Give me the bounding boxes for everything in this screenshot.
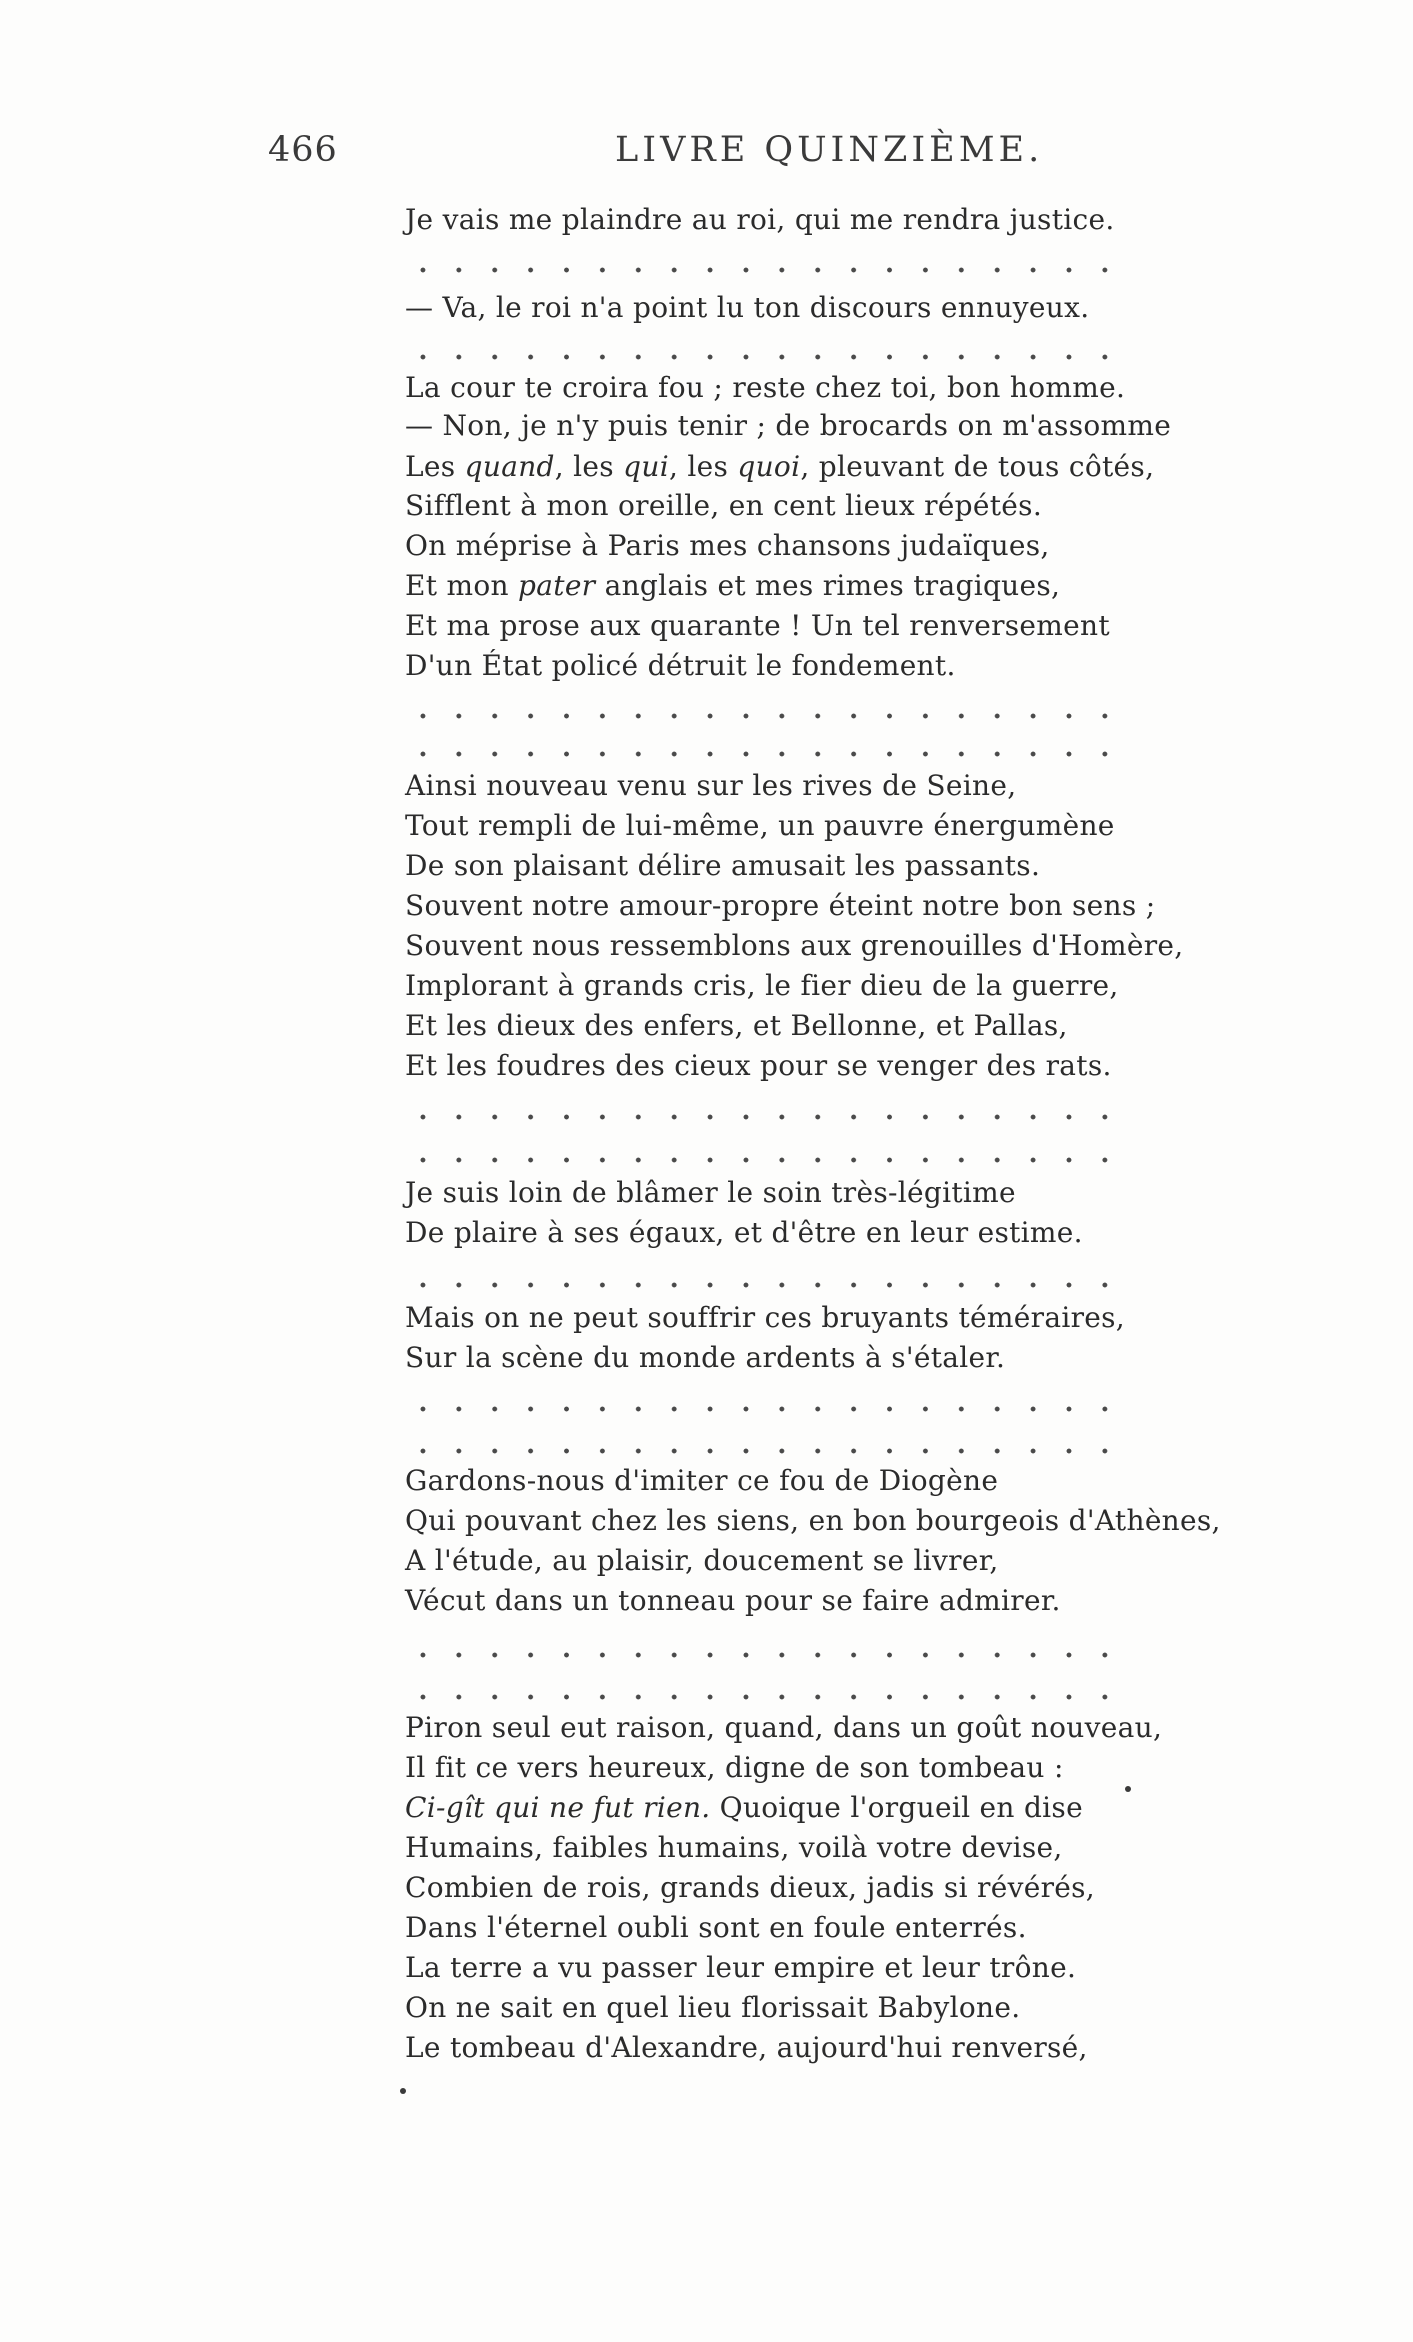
ellipsis-row	[405, 711, 1123, 721]
ellipsis-row	[405, 1446, 1123, 1456]
ellipsis-row	[405, 1650, 1123, 1660]
verse-line: Ainsi nouveau venu sur les rives de Seine,	[405, 769, 1017, 802]
verse-line: Le tombeau d'Alexandre, aujourd'hui renversé,	[405, 2031, 1088, 2064]
page-header	[0, 130, 1413, 180]
verse-line: Tout rempli de lui-même, un pauvre énergumène	[405, 809, 1115, 842]
verse-line: Et mon pater anglais et mes rimes tragiques,	[405, 569, 1061, 602]
ellipsis-row	[405, 1280, 1123, 1290]
verse-line: Piron seul eut raison, quand, dans un goût nouveau,	[405, 1711, 1163, 1744]
verse-line: Les quand, les qui, les quoi, pleuvant de tous côtés,	[405, 450, 1155, 483]
ellipsis-row	[405, 265, 1123, 275]
verse-line: On ne sait en quel lieu florissait Babylone.	[405, 1991, 1021, 2024]
verse-line: De son plaisant délire amusait les passants.	[405, 849, 1041, 882]
verse-line: Je vais me plaindre au roi, qui me rendra justice.	[405, 203, 1115, 236]
verse-line: — Va, le roi n'a point lu ton discours ennuyeux.	[405, 291, 1090, 324]
verse-line: Et ma prose aux quarante ! Un tel renversement	[405, 609, 1110, 642]
verse-line: Dans l'éternel oubli sont en foule enterrés.	[405, 1911, 1027, 1944]
verse-line: A l'étude, au plaisir, doucement se livrer,	[405, 1544, 999, 1577]
verse-line: Humains, faibles humains, voilà votre devise,	[405, 1831, 1063, 1864]
verse-line: Combien de rois, grands dieux, jadis si révérés,	[405, 1871, 1095, 1904]
verse-line: Gardons-nous d'imiter ce fou de Diogène	[405, 1464, 999, 1497]
verse-line: Sur la scène du monde ardents à s'étaler.	[405, 1341, 1006, 1374]
verse-line: D'un État policé détruit le fondement.	[405, 649, 956, 682]
verse-line: Souvent nous ressemblons aux grenouilles d'Homère,	[405, 929, 1184, 962]
verse-line: La terre a vu passer leur empire et leur trône.	[405, 1951, 1077, 1984]
verse-line: Je suis loin de blâmer le soin très-légitime	[405, 1176, 1016, 1209]
ellipsis-row	[405, 1404, 1123, 1414]
verse-line: Il fit ce vers heureux, digne de son tombeau :	[405, 1751, 1064, 1784]
ellipsis-row	[405, 1155, 1123, 1165]
page-number: 466	[268, 130, 338, 170]
ink-speck	[1125, 1786, 1131, 1792]
verse-line: Sifflent à mon oreille, en cent lieux répétés.	[405, 489, 1043, 522]
ellipsis-row	[405, 352, 1123, 362]
verse-line: Mais on ne peut souffrir ces bruyants téméraires,	[405, 1301, 1126, 1334]
verse-line: Et les foudres des cieux pour se venger des rats.	[405, 1049, 1112, 1082]
ellipsis-row	[405, 1692, 1123, 1702]
verse-line: Implorant à grands cris, le fier dieu de la guerre,	[405, 969, 1119, 1002]
verse-line: La cour te croira fou ; reste chez toi, bon homme.	[405, 371, 1126, 404]
verse-line: De plaire à ses égaux, et d'être en leur estime.	[405, 1216, 1083, 1249]
ellipsis-row	[405, 1112, 1123, 1122]
verse-line: Vécut dans un tonneau pour se faire admirer.	[405, 1584, 1061, 1617]
ellipsis-row	[405, 749, 1123, 759]
verse-line: — Non, je n'y puis tenir ; de brocards on m'assomme	[405, 409, 1172, 442]
verse-line: Et les dieux des enfers, et Bellonne, et Pallas,	[405, 1009, 1068, 1042]
verse-line: Souvent notre amour-propre éteint notre bon sens ;	[405, 889, 1156, 922]
ink-speck	[400, 2088, 406, 2094]
verse-line: On méprise à Paris mes chansons judaïques,	[405, 529, 1050, 562]
verse-line: Ci-gît qui ne fut rien. Quoique l'orgueil en dise	[405, 1791, 1083, 1824]
running-head: LIVRE QUINZIÈME.	[615, 130, 1044, 170]
verse-line: Qui pouvant chez les siens, en bon bourgeois d'Athènes,	[405, 1504, 1221, 1537]
